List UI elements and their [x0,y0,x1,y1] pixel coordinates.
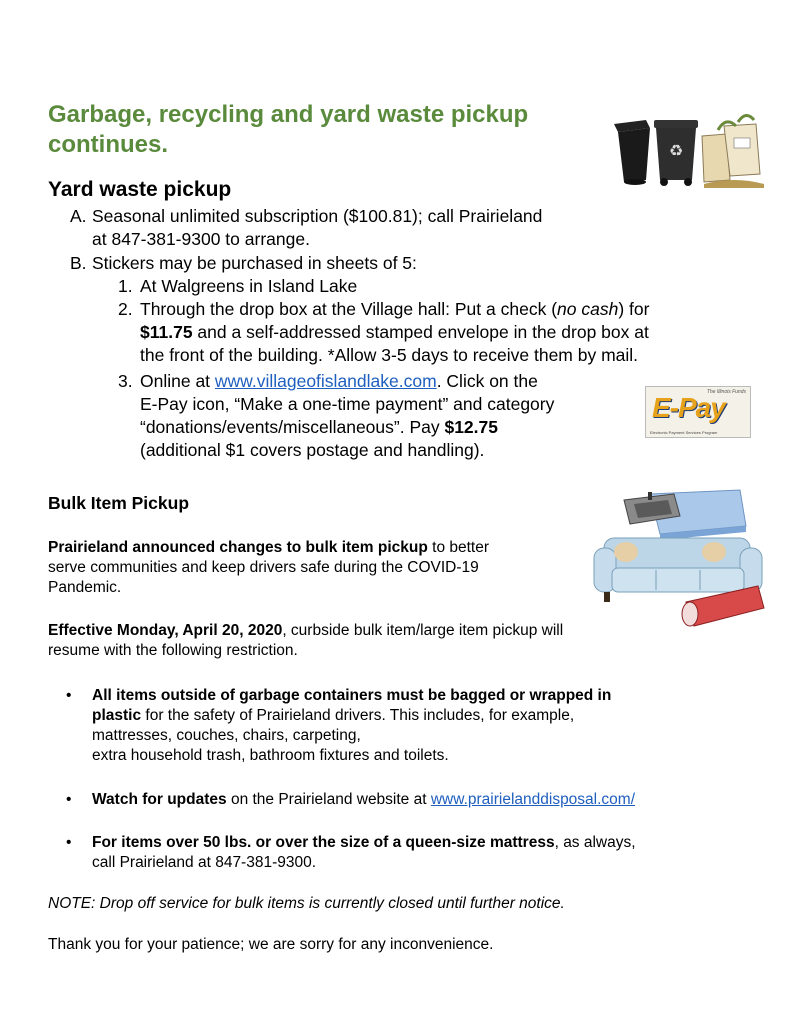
bold-run: Prairieland announced changes to bulk item pickup [48,539,428,556]
price-1175: $11.75 [140,322,193,342]
black-trash-can-icon [614,120,650,185]
list-marker: A. [70,206,87,226]
text-run: extra household trash, bathroom fixtures and toilets. [92,747,449,764]
text-run: “donations/events/miscellaneous”. Pay [140,417,445,437]
list-item-text [92,205,542,251]
sub-item-1 [118,275,718,298]
text-run: Online at [140,371,215,391]
text-run: ) for [618,299,650,319]
sub-item-3-text [140,370,554,462]
text-run: , curbside bulk item/large item pickup will [282,622,564,639]
sub-item-2-text [140,298,649,367]
bullet-icon: • [66,834,72,851]
text-run: . Click on the [436,371,538,391]
page-title-line2: continues. [48,131,169,158]
text-run: for the safety of Prairieland drivers. This includes, for example, [141,707,575,724]
epay-brand: E-Pay [652,392,725,423]
bullet-item-oversize [66,833,746,875]
yard-waste-heading: Yard waste pickup [48,178,232,201]
village-website-link[interactable]: www.villageofislandlake.com [214,371,437,391]
epay-subline: Electronic Payment Services Program [650,430,718,435]
list-item-b-text: Stickers may be purchased in sheets of 5: [92,253,417,273]
epay-logo [645,386,751,438]
bulk-items-illustration [590,486,766,634]
effective-date-paragraph [48,621,728,661]
text-run: Through the drop box at the Village hall: Put a check ( [140,299,558,319]
prairieland-website-link[interactable]: www.prairielanddisposal.com/ [430,791,636,808]
bullet-text [92,686,611,766]
bullet-icon: • [66,687,72,704]
epay-tagline: The Illinois Funds [706,389,746,395]
text-run: and a self-addressed stamped envelope in the drop box at [192,322,649,342]
list-item-a-line1: Seasonal unlimited subscription ($100.81); call Prairieland [92,206,543,226]
garbage-bins-illustration [606,110,766,190]
text-run: Pandemic. [48,579,122,596]
list-item-b [70,252,670,275]
bullet-text [92,833,636,873]
page-title-line1: Garbage, recycling and yard waste pickup [48,101,529,128]
bulk-intro-paragraph [48,538,588,598]
yard-waste-bags-icon [702,115,764,188]
bold-run: Watch for updates [92,791,227,808]
recycling-bin-icon [654,120,698,186]
bullet-text [92,790,635,810]
bold-run: plastic [92,707,142,724]
closing-thanks: Thank you for your patience; we are sorry for any inconvenience. [48,936,494,953]
sub-item-1-text: At Walgreens in Island Lake [140,276,358,296]
bold-run: All items outside of garbage containers must be bagged or wrapped in [92,687,612,704]
sub-item-3 [118,370,638,462]
no-cash-emphasis: no cash [557,299,619,319]
bullet-item-bagged [66,686,726,770]
list-marker: 2. [118,299,133,319]
list-item-a-line2: at 847-381-9300 to arrange. [92,229,310,249]
bold-run: Effective Monday, April 20, 2020 [48,622,283,639]
text-run: E-Pay icon, “Make a one-time payment” and category [140,394,555,414]
text-run: resume with the following restriction. [48,642,298,659]
svg-text:♻: ♻ [668,141,684,160]
list-item-a [70,205,670,251]
text-run: call Prairieland at 847-381-9300. [92,854,317,871]
list-marker: 1. [118,276,133,296]
text-run: to better [427,539,490,556]
bullet-item-updates [66,790,726,812]
text-run: (additional $1 covers postage and handling). [140,440,485,460]
drop-off-note: NOTE: Drop off service for bulk items is currently closed until further notice. [48,895,565,912]
bullet-icon: • [66,791,72,808]
sub-item-2 [118,298,758,367]
page-title [48,100,608,160]
text-run: , as always, [554,834,636,851]
text-run: mattresses, couches, chairs, carpeting, [92,727,361,744]
list-marker: 3. [118,371,133,391]
bulk-item-heading: Bulk Item Pickup [48,493,190,513]
text-run: serve communities and keep drivers safe during the COVID-19 [48,559,479,576]
text-run: the front of the building. *Allow 3-5 days to receive them by mail. [140,345,639,365]
price-1275: $12.75 [444,417,498,437]
text-run: on the Prairieland website at [226,791,431,808]
list-marker: B. [70,253,87,273]
bold-run: For items over 50 lbs. or over the size of a queen-size mattress [92,834,555,851]
